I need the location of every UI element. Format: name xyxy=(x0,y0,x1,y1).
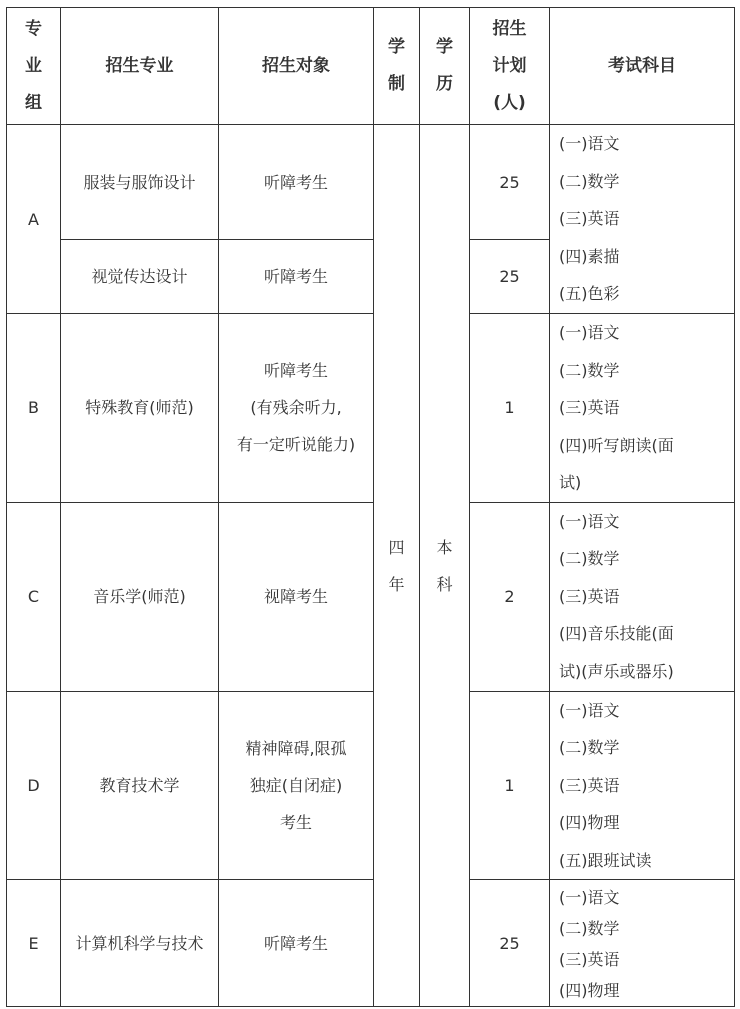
exam-cell: (一)语文 (二)数学 (三)英语 (四)听写朗读(面 试) xyxy=(550,314,735,503)
degree-cell: 本 科 xyxy=(420,125,470,1007)
group-cell: C xyxy=(7,502,61,691)
major-cell: 服装与服饰设计 xyxy=(61,125,219,240)
target-cell: 听障考生 (有残余听力, 有一定听说能力) xyxy=(219,314,374,503)
plan-cell: 25 xyxy=(470,240,550,314)
exam-cell: (一)语文 (二)数学 (三)英语 (四)音乐技能(面 试)(声乐或器乐) xyxy=(550,502,735,691)
major-cell: 教育技术学 xyxy=(61,691,219,880)
table-row xyxy=(7,502,735,691)
target-cell: 精神障碍,限孤 独症(自闭症) 考生 xyxy=(219,691,374,880)
header-group: 专 业 组 xyxy=(7,8,61,125)
header-plan: 招生 计划 (人) xyxy=(470,8,550,125)
exam-cell: (一)语文 (二)数学 (三)英语 (四)物理 xyxy=(550,880,735,1007)
target-cell: 听障考生 xyxy=(219,880,374,1007)
major-cell: 音乐学(师范) xyxy=(61,502,219,691)
header-exam: 考试科目 xyxy=(550,8,735,125)
table-row xyxy=(7,125,735,240)
group-cell: E xyxy=(7,880,61,1007)
target-cell: 视障考生 xyxy=(219,502,374,691)
plan-cell: 25 xyxy=(470,125,550,240)
header-degree: 学 历 xyxy=(420,8,470,125)
target-cell: 听障考生 xyxy=(219,240,374,314)
major-cell: 特殊教育(师范) xyxy=(61,314,219,503)
header-major: 招生专业 xyxy=(61,8,219,125)
table-row xyxy=(7,880,735,1007)
major-cell: 视觉传达设计 xyxy=(61,240,219,314)
group-cell: D xyxy=(7,691,61,880)
header-row xyxy=(7,8,735,125)
major-cell: 计算机科学与技术 xyxy=(61,880,219,1007)
plan-cell: 1 xyxy=(470,691,550,880)
group-cell: A xyxy=(7,125,61,314)
target-cell: 听障考生 xyxy=(219,125,374,240)
plan-cell: 1 xyxy=(470,314,550,503)
plan-cell: 25 xyxy=(470,880,550,1007)
plan-cell: 2 xyxy=(470,502,550,691)
header-target: 招生对象 xyxy=(219,8,374,125)
header-years: 学 制 xyxy=(374,8,420,125)
admissions-table xyxy=(6,7,735,1007)
group-cell: B xyxy=(7,314,61,503)
table-row xyxy=(7,691,735,880)
table-row xyxy=(7,314,735,503)
exam-cell: (一)语文 (二)数学 (三)英语 (四)素描 (五)色彩 xyxy=(550,125,735,314)
exam-cell: (一)语文 (二)数学 (三)英语 (四)物理 (五)跟班试读 xyxy=(550,691,735,880)
years-cell: 四 年 xyxy=(374,125,420,1007)
